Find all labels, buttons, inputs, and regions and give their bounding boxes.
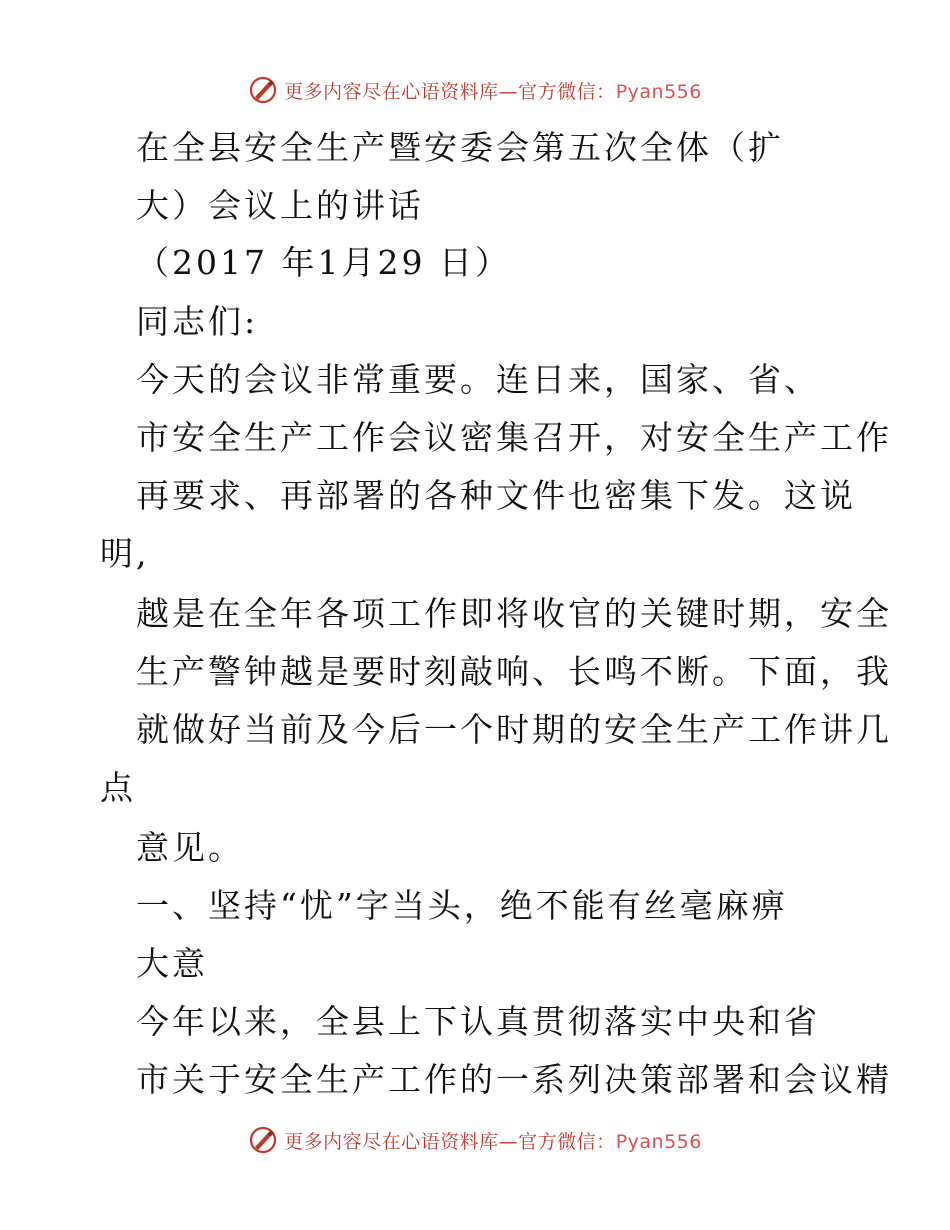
paragraph-2-line-1: 越是在全年各项工作即将收官的关键时期，安全 <box>136 594 892 633</box>
pen-logo-icon <box>248 1125 278 1155</box>
paragraph-2-line-4: 点 <box>100 768 136 807</box>
title-line-1: 在全县安全生产暨安委会第五次全体（扩 <box>136 128 784 167</box>
watermark-text <box>284 77 702 104</box>
watermark-site: 更多内容尽在心语资料库 <box>284 1130 499 1153</box>
title-line-2: 大）会议上的讲话 <box>136 186 424 225</box>
paragraph-1-line-1: 今天的会议非常重要。连日来，国家、省、 <box>136 360 820 399</box>
section-heading-1-line-1: 一、坚持“忧”字当头，绝不能有丝毫麻痹 <box>136 886 788 925</box>
header-watermark <box>0 72 950 108</box>
paragraph-4-line-1: 今年以来，全县上下认真贯彻落实中央和省 <box>136 1002 820 1041</box>
watermark-dash: — <box>498 1130 519 1153</box>
paragraph-1-line-2: 市安全生产工作会议密集召开，对安全生产工作 <box>136 418 892 457</box>
speech-date: （2017 年1月29 日） <box>136 243 511 282</box>
watermark-official-label: 官方微信： <box>518 1130 616 1153</box>
paragraph-2-line-3: 就做好当前及今后一个时期的安全生产工作讲几 <box>136 710 892 749</box>
watermark-text <box>284 1127 702 1154</box>
watermark-wechat-id: Pyan556 <box>615 1130 702 1153</box>
paragraph-1-line-3: 再要求、再部署的各种文件也密集下发。这说 <box>136 476 856 515</box>
pen-logo-icon <box>248 75 278 105</box>
watermark-site: 更多内容尽在心语资料库 <box>284 80 499 103</box>
section-heading-1-line-2: 大意 <box>136 944 208 983</box>
watermark-official-label: 官方微信： <box>518 80 616 103</box>
watermark-wechat-id: Pyan556 <box>615 80 702 103</box>
paragraph-3-line-1: 意见。 <box>136 828 244 867</box>
footer-watermark <box>0 1122 950 1158</box>
watermark-dash: — <box>498 80 519 103</box>
paragraph-4-line-2: 市关于安全生产工作的一系列决策部署和会议精 <box>136 1060 892 1099</box>
paragraph-1-line-4: 明, <box>100 534 150 573</box>
paragraph-2-line-2: 生产警钟越是要时刻敲响、长鸣不断。下面，我 <box>136 652 892 691</box>
greeting: 同志们: <box>136 302 259 341</box>
